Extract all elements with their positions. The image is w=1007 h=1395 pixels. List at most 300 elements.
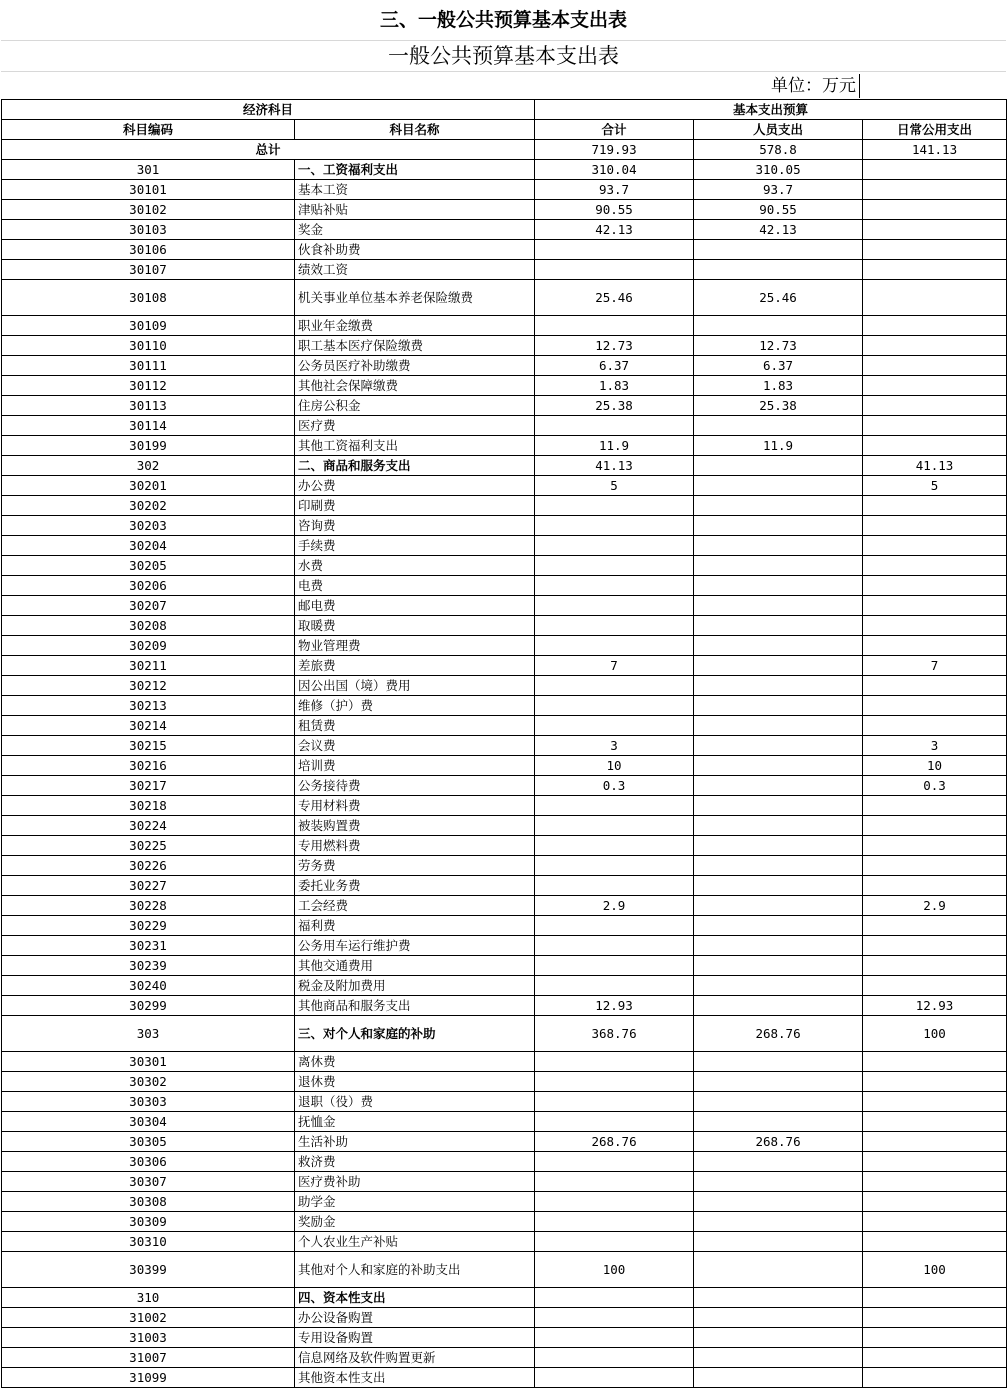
table-row — [2, 816, 1007, 836]
table-row — [2, 1052, 1007, 1072]
row-personnel: 12.73 — [694, 336, 863, 356]
table-row — [2, 1348, 1007, 1368]
row-personnel: 6.37 — [694, 356, 863, 376]
row-name: 住房公积金 — [295, 396, 535, 416]
row-name: 物业管理费 — [295, 636, 535, 656]
row-personnel — [694, 696, 863, 716]
row-public — [863, 1172, 1007, 1192]
row-personnel — [694, 1368, 863, 1388]
row-public — [863, 536, 1007, 556]
row-name: 差旅费 — [295, 656, 535, 676]
row-public: 3 — [863, 736, 1007, 756]
row-total: 1.83 — [535, 376, 694, 396]
table-row — [2, 376, 1007, 396]
row-total — [535, 696, 694, 716]
row-name: 津贴补贴 — [295, 200, 535, 220]
row-total — [535, 1112, 694, 1132]
table-row — [2, 160, 1007, 180]
row-personnel — [694, 1308, 863, 1328]
row-personnel — [694, 716, 863, 736]
row-code: 30299 — [2, 996, 295, 1016]
table-row — [2, 896, 1007, 916]
header-personnel: 人员支出 — [694, 120, 863, 140]
row-total — [535, 796, 694, 816]
row-personnel — [694, 1328, 863, 1348]
row-total — [535, 556, 694, 576]
row-code: 30202 — [2, 496, 295, 516]
row-code: 30212 — [2, 676, 295, 696]
row-code: 30239 — [2, 956, 295, 976]
row-total: 6.37 — [535, 356, 694, 376]
row-personnel — [694, 556, 863, 576]
row-name: 公务用车运行维护费 — [295, 936, 535, 956]
row-total — [535, 1328, 694, 1348]
row-public — [863, 836, 1007, 856]
row-total — [535, 716, 694, 736]
row-code: 30231 — [2, 936, 295, 956]
row-code: 30308 — [2, 1192, 295, 1212]
row-code: 30240 — [2, 976, 295, 996]
header-total: 合计 — [535, 120, 694, 140]
table-row — [2, 776, 1007, 796]
row-total — [535, 516, 694, 536]
row-public — [863, 1152, 1007, 1172]
table-row — [2, 200, 1007, 220]
row-total — [535, 316, 694, 336]
row-public — [863, 956, 1007, 976]
table-row — [2, 756, 1007, 776]
row-name: 绩效工资 — [295, 260, 535, 280]
row-code: 30204 — [2, 536, 295, 556]
row-total — [535, 1232, 694, 1252]
row-code: 30107 — [2, 260, 295, 280]
table-row — [2, 456, 1007, 476]
row-total — [535, 1072, 694, 1092]
row-personnel — [694, 536, 863, 556]
row-code: 30203 — [2, 516, 295, 536]
row-personnel: 93.7 — [694, 180, 863, 200]
row-personnel — [694, 816, 863, 836]
row-total — [535, 816, 694, 836]
table-row — [2, 796, 1007, 816]
table-row — [2, 336, 1007, 356]
row-public — [863, 1232, 1007, 1252]
row-personnel — [694, 956, 863, 976]
table-row — [2, 1132, 1007, 1152]
row-code: 30310 — [2, 1232, 295, 1252]
row-personnel — [694, 796, 863, 816]
row-personnel — [694, 456, 863, 476]
row-code: 31007 — [2, 1348, 295, 1368]
row-name: 退休费 — [295, 1072, 535, 1092]
row-total: 25.46 — [535, 280, 694, 316]
row-personnel: 310.05 — [694, 160, 863, 180]
row-code: 30207 — [2, 596, 295, 616]
row-name: 奖励金 — [295, 1212, 535, 1232]
row-total — [535, 976, 694, 996]
row-total: 12.93 — [535, 996, 694, 1016]
row-public — [863, 1192, 1007, 1212]
row-name: 会议费 — [295, 736, 535, 756]
row-personnel — [694, 1072, 863, 1092]
row-total — [535, 1092, 694, 1112]
row-personnel: 42.13 — [694, 220, 863, 240]
row-name: 其他对个人和家庭的补助支出 — [295, 1252, 535, 1288]
row-code: 30217 — [2, 776, 295, 796]
row-total — [535, 1152, 694, 1172]
row-code: 30201 — [2, 476, 295, 496]
row-total — [535, 596, 694, 616]
row-personnel: 268.76 — [694, 1016, 863, 1052]
row-personnel — [694, 1212, 863, 1232]
row-public — [863, 180, 1007, 200]
row-public — [863, 936, 1007, 956]
row-public — [863, 240, 1007, 260]
row-code: 30225 — [2, 836, 295, 856]
table-row — [2, 916, 1007, 936]
row-personnel — [694, 416, 863, 436]
row-total: 41.13 — [535, 456, 694, 476]
row-name: 机关事业单位基本养老保险缴费 — [295, 280, 535, 316]
row-name: 其他工资福利支出 — [295, 436, 535, 456]
table-body — [2, 140, 1007, 1388]
row-code: 30113 — [2, 396, 295, 416]
row-name: 医疗费 — [295, 416, 535, 436]
table-row — [2, 516, 1007, 536]
row-code: 30209 — [2, 636, 295, 656]
row-code: 30304 — [2, 1112, 295, 1132]
row-code: 30399 — [2, 1252, 295, 1288]
row-public: 100 — [863, 1016, 1007, 1052]
row-public — [863, 556, 1007, 576]
row-name: 印刷费 — [295, 496, 535, 516]
row-name: 基本工资 — [295, 180, 535, 200]
row-name: 咨询费 — [295, 516, 535, 536]
row-total — [535, 876, 694, 896]
row-code: 30307 — [2, 1172, 295, 1192]
row-name: 因公出国（境）费用 — [295, 676, 535, 696]
row-public: 10 — [863, 756, 1007, 776]
row-total — [535, 836, 694, 856]
table-row — [2, 1072, 1007, 1092]
row-public — [863, 496, 1007, 516]
header-name: 科目名称 — [295, 120, 535, 140]
table-row — [2, 496, 1007, 516]
row-public — [863, 416, 1007, 436]
row-code: 30213 — [2, 696, 295, 716]
row-public — [863, 636, 1007, 656]
row-total: 368.76 — [535, 1016, 694, 1052]
row-name: 专用燃料费 — [295, 836, 535, 856]
table-row — [2, 240, 1007, 260]
row-public — [863, 1052, 1007, 1072]
row-name: 委托业务费 — [295, 876, 535, 896]
row-code: 31002 — [2, 1308, 295, 1328]
row-personnel — [694, 1052, 863, 1072]
row-total — [535, 1288, 694, 1308]
row-name: 二、商品和服务支出 — [295, 456, 535, 476]
row-name: 生活补助 — [295, 1132, 535, 1152]
row-public — [863, 220, 1007, 240]
expenditure-table — [1, 99, 1007, 1388]
row-personnel — [694, 596, 863, 616]
table-row — [2, 396, 1007, 416]
table-row — [2, 656, 1007, 676]
table-row — [2, 220, 1007, 240]
row-code: 30309 — [2, 1212, 295, 1232]
table-row — [2, 856, 1007, 876]
unit-row — [1, 72, 1006, 99]
row-total — [535, 676, 694, 696]
row-total: 25.38 — [535, 396, 694, 416]
row-personnel — [694, 976, 863, 996]
row-personnel — [694, 1092, 863, 1112]
row-name: 税金及附加费用 — [295, 976, 535, 996]
table-row — [2, 1112, 1007, 1132]
row-name: 其他交通费用 — [295, 956, 535, 976]
row-name: 专用设备购置 — [295, 1328, 535, 1348]
header-code: 科目编码 — [2, 120, 295, 140]
row-total — [535, 636, 694, 656]
row-code: 30108 — [2, 280, 295, 316]
row-name: 三、对个人和家庭的补助 — [295, 1016, 535, 1052]
row-total: 90.55 — [535, 200, 694, 220]
table-row — [2, 1232, 1007, 1252]
row-public: 0.3 — [863, 776, 1007, 796]
row-name: 其他商品和服务支出 — [295, 996, 535, 1016]
row-public — [863, 976, 1007, 996]
row-public — [863, 280, 1007, 316]
row-code: 301 — [2, 160, 295, 180]
table-row — [2, 596, 1007, 616]
row-personnel — [694, 616, 863, 636]
row-personnel: 11.9 — [694, 436, 863, 456]
row-name: 信息网络及软件购置更新 — [295, 1348, 535, 1368]
row-total — [535, 536, 694, 556]
row-public — [863, 1288, 1007, 1308]
row-name: 专用材料费 — [295, 796, 535, 816]
table-row — [2, 736, 1007, 756]
row-name: 水费 — [295, 556, 535, 576]
row-public — [863, 396, 1007, 416]
row-public — [863, 200, 1007, 220]
table-row — [2, 1288, 1007, 1308]
row-name: 邮电费 — [295, 596, 535, 616]
row-total: 268.76 — [535, 1132, 694, 1152]
table-row — [2, 876, 1007, 896]
table-row — [2, 1152, 1007, 1172]
row-public — [863, 376, 1007, 396]
table-row — [2, 976, 1007, 996]
row-name: 劳务费 — [295, 856, 535, 876]
row-public — [863, 696, 1007, 716]
row-name: 工会经费 — [295, 896, 535, 916]
row-public: 12.93 — [863, 996, 1007, 1016]
row-personnel — [694, 496, 863, 516]
row-personnel: 268.76 — [694, 1132, 863, 1152]
table-row — [2, 1368, 1007, 1388]
row-total — [535, 916, 694, 936]
budget-sheet — [1, 0, 1006, 1388]
row-personnel — [694, 736, 863, 756]
row-name: 其他资本性支出 — [295, 1368, 535, 1388]
table-row — [2, 836, 1007, 856]
header-row-group — [2, 100, 1007, 120]
row-total: 2.9 — [535, 896, 694, 916]
row-personnel — [694, 260, 863, 280]
row-total — [535, 1172, 694, 1192]
header-basic-budget: 基本支出预算 — [535, 100, 1007, 120]
row-public: 41.13 — [863, 456, 1007, 476]
row-public — [863, 616, 1007, 636]
row-public — [863, 1112, 1007, 1132]
row-total — [535, 1368, 694, 1388]
row-total: 42.13 — [535, 220, 694, 240]
row-name: 福利费 — [295, 916, 535, 936]
row-personnel — [694, 476, 863, 496]
unit-label: 单位：万元 — [771, 74, 860, 98]
row-total: 100 — [535, 1252, 694, 1288]
grand-total-public: 141.13 — [863, 140, 1007, 160]
row-personnel: 1.83 — [694, 376, 863, 396]
table-row — [2, 576, 1007, 596]
row-public — [863, 876, 1007, 896]
row-personnel — [694, 776, 863, 796]
row-total — [535, 260, 694, 280]
table-row — [2, 996, 1007, 1016]
row-name: 医疗费补助 — [295, 1172, 535, 1192]
row-personnel — [694, 1192, 863, 1212]
row-personnel — [694, 316, 863, 336]
row-public — [863, 1348, 1007, 1368]
row-public — [863, 356, 1007, 376]
row-total: 5 — [535, 476, 694, 496]
row-total: 10 — [535, 756, 694, 776]
row-total — [535, 956, 694, 976]
table-row — [2, 696, 1007, 716]
row-total — [535, 1052, 694, 1072]
row-total — [535, 496, 694, 516]
row-personnel: 25.38 — [694, 396, 863, 416]
row-public — [863, 1368, 1007, 1388]
row-code: 31003 — [2, 1328, 295, 1348]
row-personnel — [694, 996, 863, 1016]
row-personnel — [694, 856, 863, 876]
row-name: 四、资本性支出 — [295, 1288, 535, 1308]
table-row — [2, 616, 1007, 636]
row-personnel: 90.55 — [694, 200, 863, 220]
row-name: 公务员医疗补助缴费 — [295, 356, 535, 376]
row-code: 30214 — [2, 716, 295, 736]
row-code: 30103 — [2, 220, 295, 240]
row-code: 30111 — [2, 356, 295, 376]
row-personnel — [694, 676, 863, 696]
row-name: 电费 — [295, 576, 535, 596]
row-total: 93.7 — [535, 180, 694, 200]
row-personnel — [694, 756, 863, 776]
row-name: 公务接待费 — [295, 776, 535, 796]
row-personnel — [694, 1288, 863, 1308]
row-code: 310 — [2, 1288, 295, 1308]
table-row — [2, 636, 1007, 656]
table-row — [2, 356, 1007, 376]
row-public — [863, 1132, 1007, 1152]
row-personnel — [694, 876, 863, 896]
row-total — [535, 856, 694, 876]
row-total — [535, 1212, 694, 1232]
header-econ-subject: 经济科目 — [2, 100, 535, 120]
row-total: 7 — [535, 656, 694, 676]
row-public — [863, 676, 1007, 696]
table-row — [2, 556, 1007, 576]
row-public — [863, 516, 1007, 536]
row-name: 一、工资福利支出 — [295, 160, 535, 180]
row-name: 培训费 — [295, 756, 535, 776]
row-personnel — [694, 516, 863, 536]
row-public — [863, 916, 1007, 936]
row-code: 30224 — [2, 816, 295, 836]
row-personnel — [694, 576, 863, 596]
row-code: 30218 — [2, 796, 295, 816]
row-name: 职业年金缴费 — [295, 316, 535, 336]
row-code: 30101 — [2, 180, 295, 200]
table-row — [2, 1328, 1007, 1348]
row-code: 30229 — [2, 916, 295, 936]
table-row — [2, 1252, 1007, 1288]
row-public — [863, 1072, 1007, 1092]
row-name: 抚恤金 — [295, 1112, 535, 1132]
row-code: 30301 — [2, 1052, 295, 1072]
row-public: 100 — [863, 1252, 1007, 1288]
row-name: 办公设备购置 — [295, 1308, 535, 1328]
row-personnel — [694, 636, 863, 656]
row-code: 30110 — [2, 336, 295, 356]
row-total — [535, 1192, 694, 1212]
row-name: 被装购置费 — [295, 816, 535, 836]
grand-total-total: 719.93 — [535, 140, 694, 160]
row-personnel — [694, 916, 863, 936]
row-code: 30216 — [2, 756, 295, 776]
table-row — [2, 1192, 1007, 1212]
row-code: 30228 — [2, 896, 295, 916]
row-code: 30215 — [2, 736, 295, 756]
row-total — [535, 1348, 694, 1368]
row-public — [863, 1092, 1007, 1112]
table-row — [2, 260, 1007, 280]
row-name: 租赁费 — [295, 716, 535, 736]
row-name: 伙食补助费 — [295, 240, 535, 260]
table-row — [2, 280, 1007, 316]
row-public — [863, 576, 1007, 596]
row-public — [863, 596, 1007, 616]
row-total — [535, 1308, 694, 1328]
row-name: 个人农业生产补贴 — [295, 1232, 535, 1252]
row-public — [863, 796, 1007, 816]
row-code: 303 — [2, 1016, 295, 1052]
row-code: 30305 — [2, 1132, 295, 1152]
row-public — [863, 1212, 1007, 1232]
row-public: 7 — [863, 656, 1007, 676]
row-public — [863, 716, 1007, 736]
row-code: 31099 — [2, 1368, 295, 1388]
row-code: 30302 — [2, 1072, 295, 1092]
row-code: 30303 — [2, 1092, 295, 1112]
row-code: 302 — [2, 456, 295, 476]
row-personnel — [694, 1112, 863, 1132]
row-total — [535, 576, 694, 596]
row-personnel — [694, 1252, 863, 1288]
row-public — [863, 160, 1007, 180]
